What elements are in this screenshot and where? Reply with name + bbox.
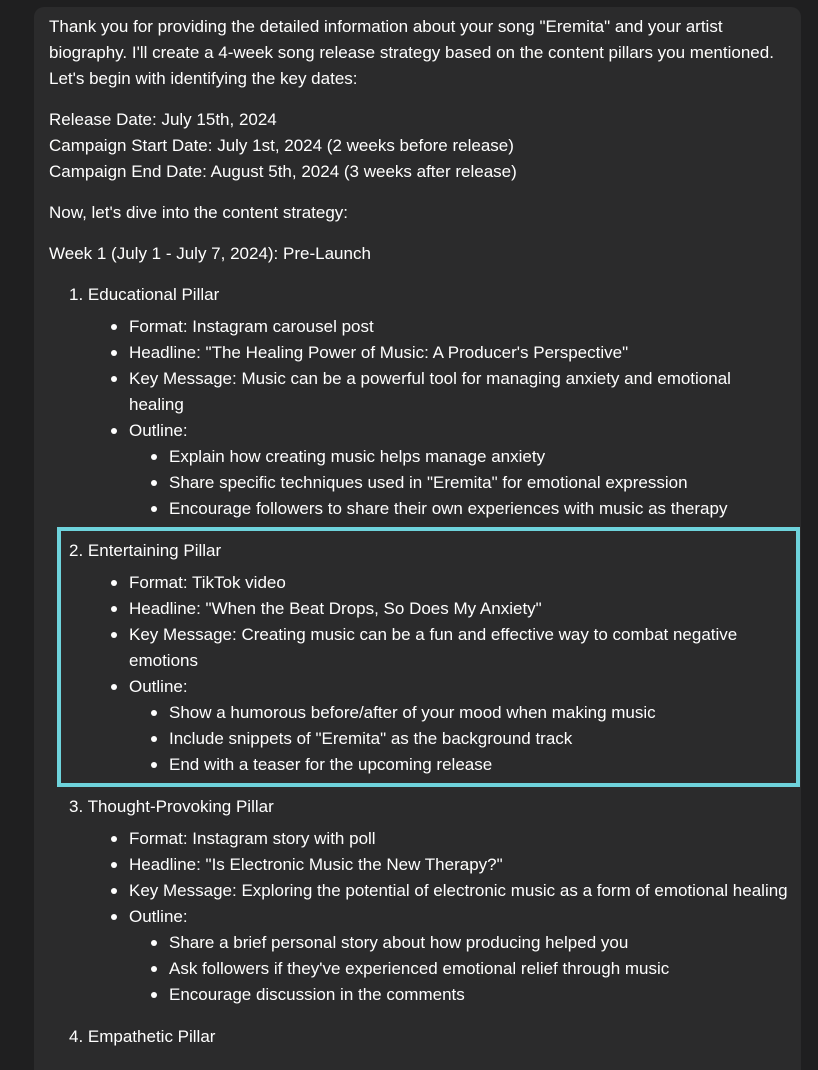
pillar-title: 4. Empathetic Pillar	[69, 1027, 216, 1046]
list-item	[109, 674, 789, 778]
pillar-empathetic	[49, 1024, 789, 1050]
intro-paragraph: Thank you for providing the detailed information about your song "Eremita" and your artist biography. I'll create a 4-week song release strategy based on the content pillars you mentioned. Let's begin with identifying the key dates:	[49, 17, 774, 88]
pillar-title: 1. Educational Pillar	[69, 285, 220, 304]
list-item: Ask followers if they've experienced emotional relief through music	[149, 956, 789, 982]
list-item: Headline: "Is Electronic Music the New Therapy?"	[109, 852, 789, 878]
pillar-entertaining	[49, 538, 789, 778]
list-item: Share a brief personal story about how producing helped you	[149, 930, 789, 956]
outline-label: Outline:	[129, 421, 188, 440]
pillar-details	[69, 570, 789, 778]
outline-label: Outline:	[129, 677, 188, 696]
outline-list	[129, 444, 789, 522]
pillar-title: 2. Entertaining Pillar	[69, 541, 222, 560]
list-item: Key Message: Music can be a powerful tool for managing anxiety and emotional healing	[109, 366, 789, 418]
list-item	[109, 418, 789, 522]
outline-label: Outline:	[129, 907, 188, 926]
list-item: Headline: "The Healing Power of Music: A Producer's Perspective"	[109, 340, 789, 366]
pillar-details	[69, 826, 789, 1008]
list-item: Show a humorous before/after of your mood when making music	[149, 700, 789, 726]
strategy-intro: Now, let's dive into the content strategy:	[49, 203, 349, 222]
outline-list	[129, 700, 789, 778]
list-item: Format: TikTok video	[109, 570, 789, 596]
assistant-message-content	[49, 14, 789, 1050]
list-item	[109, 904, 789, 1008]
week1-heading: Week 1 (July 1 - July 7, 2024): Pre-Launch	[49, 244, 371, 263]
list-item: End with a teaser for the upcoming release	[149, 752, 789, 778]
list-item: Format: Instagram carousel post	[109, 314, 789, 340]
release-date: Release Date: July 15th, 2024	[49, 110, 277, 129]
pillar-thought-provoking	[49, 794, 789, 1008]
list-item: Include snippets of "Eremita" as the background track	[149, 726, 789, 752]
list-item: Explain how creating music helps manage anxiety	[149, 444, 789, 470]
list-item: Key Message: Creating music can be a fun and effective way to combat negative emotions	[109, 622, 789, 674]
list-item: Encourage followers to share their own experiences with music as therapy	[149, 496, 789, 522]
pillar-details	[69, 314, 789, 522]
list-item: Share specific techniques used in "Eremita" for emotional expression	[149, 470, 789, 496]
outline-list	[129, 930, 789, 1008]
pillar-title: 3. Thought-Provoking Pillar	[69, 797, 274, 816]
list-item: Key Message: Exploring the potential of electronic music as a form of emotional healing	[109, 878, 789, 904]
list-item: Format: Instagram story with poll	[109, 826, 789, 852]
pillar-educational	[49, 282, 789, 522]
campaign-start-date: Campaign Start Date: July 1st, 2024 (2 weeks before release)	[49, 136, 514, 155]
campaign-end-date: Campaign End Date: August 5th, 2024 (3 weeks after release)	[49, 162, 517, 181]
list-item: Encourage discussion in the comments	[149, 982, 789, 1008]
list-item: Headline: "When the Beat Drops, So Does My Anxiety"	[109, 596, 789, 622]
key-dates	[49, 107, 789, 185]
